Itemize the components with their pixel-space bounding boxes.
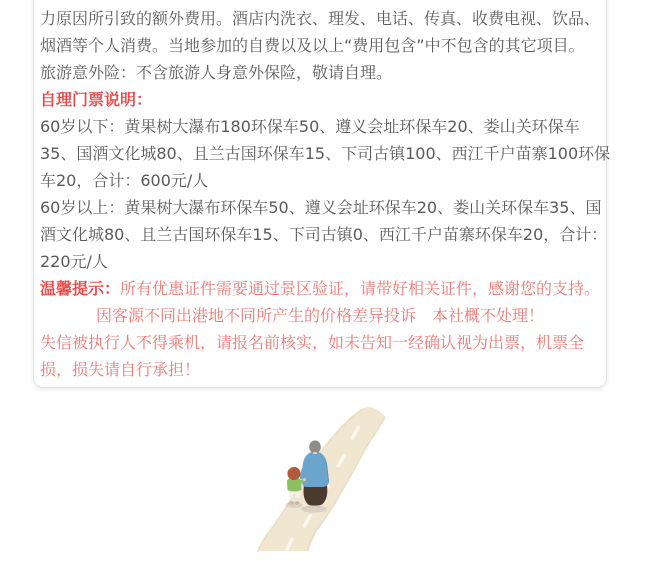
- notice-text-segment: 酒文化城80、且兰古国环保车15、下司古镇0、西江千户苗寨环保车20，合计：: [40, 225, 608, 244]
- child-shoe-right: [295, 501, 299, 504]
- notice-line: [40, 356, 600, 383]
- notice-text-segment: 损，损失请自行承担！: [40, 360, 201, 379]
- notice-line: [40, 32, 600, 59]
- notice-line: [40, 221, 608, 248]
- notice-text-segment: 60岁以上：黄果树大瀑布环保车50、遵义会址环保车20、娄山关环保车35、国: [40, 198, 602, 217]
- adult-neck: [313, 452, 317, 454]
- notice-line: [40, 329, 600, 356]
- notice-text-segment: 220元/人: [40, 252, 108, 271]
- notice-line: [40, 113, 600, 140]
- notice-line: [40, 140, 611, 167]
- notice-line: [40, 86, 600, 113]
- notice-text-segment: 力原因所引致的额外费用。酒店内洗衣、理发、电话、传真、收费电视、饮品、: [40, 9, 601, 28]
- notice-lines: [40, 5, 611, 383]
- notice-text-segment: 自理门票说明：: [40, 90, 153, 109]
- notice-text-segment: 35、国酒文化城80、且兰古国环保车15、下司古镇100、西江千户苗寨100环保: [40, 144, 611, 163]
- adult-skirt: [303, 485, 327, 506]
- notice-line: [40, 167, 600, 194]
- adult-head-hair: [309, 440, 321, 453]
- notice-line: [40, 5, 600, 32]
- notice-text-segment: 60岁以下：黄果树大瀑布180环保车50、遵义会址环保车20、娄山关环保车: [40, 117, 580, 136]
- child-head-hair: [287, 467, 300, 480]
- adult-shadow: [301, 505, 327, 512]
- notice-text-segment: 所有优惠证件需要通过景区验证，请带好相关证件，感谢您的支持。: [120, 279, 601, 298]
- notice-line: [40, 248, 600, 275]
- notice-text-segment: 车20，合计：600元/人: [40, 171, 209, 190]
- notice-line: [40, 194, 600, 221]
- notice-text-segment: 旅游意外险：不含旅游人身意外保险，敬请自理。: [40, 63, 393, 82]
- notice-text-segment: 因客源不同出港地不同所产生的价格差异投诉 本社概不处理！: [95, 306, 544, 325]
- notice-line: [40, 59, 600, 86]
- walking-illustration: [250, 403, 450, 558]
- child-shadow: [286, 502, 303, 508]
- notice-text-segment: 失信被执行人不得乘机，请报名前核实，如未告知一经确认视为出票，机票全: [40, 333, 585, 352]
- notice-line: [40, 302, 600, 329]
- child-hand: [303, 478, 306, 481]
- notice-text-segment: 温馨提示：: [40, 279, 121, 298]
- notice-card: [33, 0, 611, 388]
- child-shoe-left: [289, 501, 293, 504]
- notice-text-segment: 烟酒等个人消费。当地参加的自费以及以上“费用包含”中不包含的其它项目。: [40, 36, 585, 55]
- notice-line: [40, 275, 600, 302]
